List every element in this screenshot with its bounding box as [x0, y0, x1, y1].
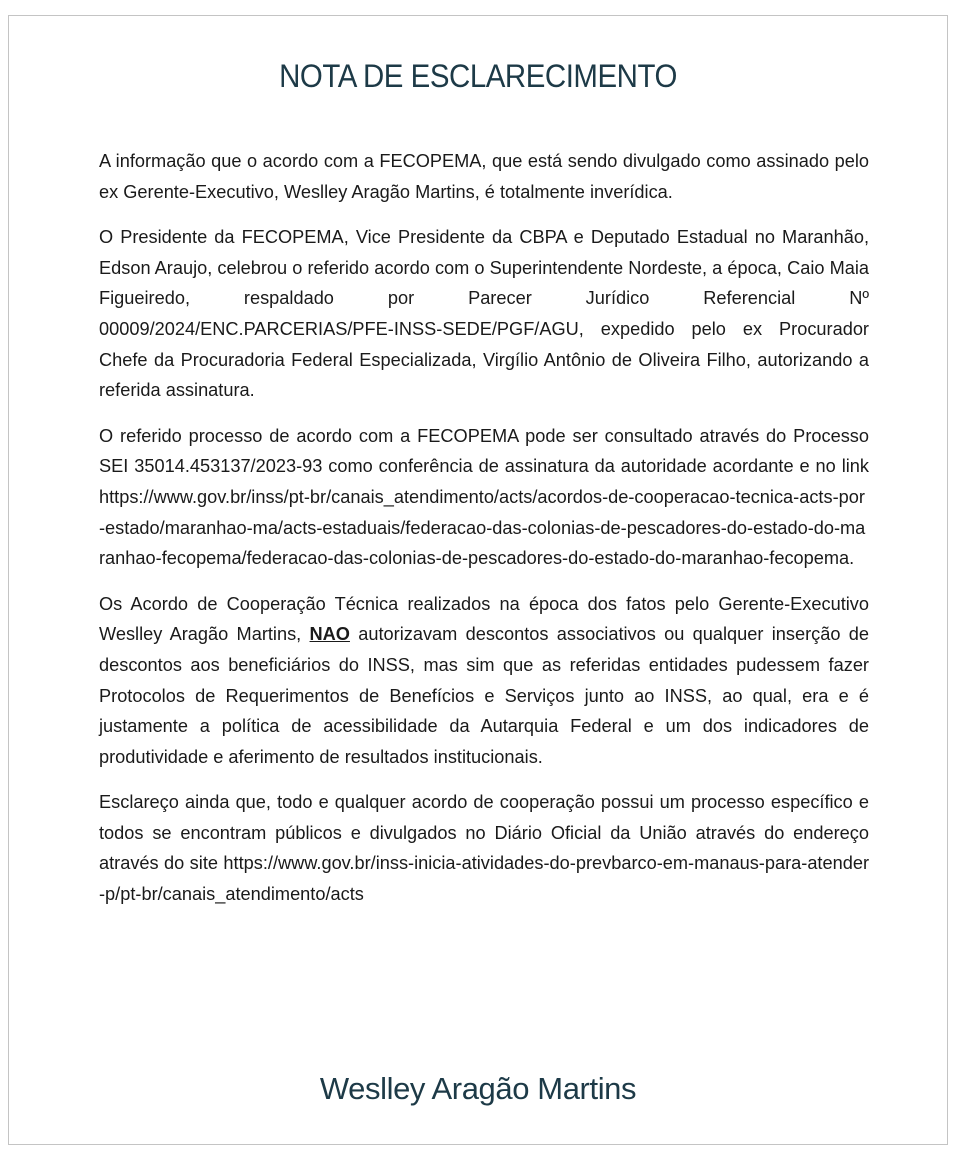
paragraph-3-end: .	[849, 548, 855, 569]
paragraph-3	[99, 421, 869, 574]
signature: Weslley Aragão Martins	[319, 1071, 637, 1106]
document-title: NOTA DE ESCLARECIMENTO	[279, 58, 677, 94]
paragraph-1-text: A informação que o acordo com a FECOPEMA, que está sendo divulgado como assinado pelo ex Gerente-Executivo, Weslley Aragão Martins, é totalmente inverídica.	[99, 151, 869, 202]
paragraph-4	[99, 589, 869, 773]
paragraph-2-text: O Presidente da FECOPEMA, Vice Presidente da CBPA e Deputado Estadual no Maranhão, Edson Araujo, celebrou o referido acordo com o Superintendente Nordeste, a época, Caio Maia Figueiredo, respaldado por Parecer Jurídico Referencial Nº 00009/2024/ENC.PARCERIAS/PFE-INSS-SEDE/PGF/AGU, expedido pelo ex Procurador Chefe da Procuradoria Federal Especializada, Virgílio Antônio de Oliveira Filho, autorizando a referida assinatura.	[99, 227, 869, 401]
paragraph-4-text-start: Os Acordo de Cooperação Técnica realizados na época dos fatos pelo Gerente-Executivo Weslley Aragão Martins,	[99, 593, 869, 645]
document-page	[8, 15, 948, 1145]
nao-emphasis: NAO	[309, 624, 350, 645]
paragraph-3-text: O referido processo de acordo com a FECOPEMA pode ser consultado através do Processo SEI 35014.453137/2023-93 como conferência de assinatura da autoridade acordante e no link	[99, 425, 869, 477]
fecopema-acordo-link[interactable]: https://www.gov.br/inss/pt-br/canais_atendimento/acts/acordos-de-cooperacao-tecnica-acts-por-estado/maranhao-ma/acts-estaduais/federacao-das-colonias-de-pescadores-do-estado-do-maranhao-fecopema/federacao-das-colonias-de-pescadores-do-estado-do-maranhao-fecopema	[99, 486, 866, 569]
paragraph-5-text: Esclareço ainda que, todo e qualquer acordo de cooperação possui um processo específico e todos se encontram públicos e divulgados no Diário Oficial da União através do endereço através do site	[99, 792, 869, 874]
paragraph-1	[99, 146, 869, 207]
paragraph-2	[99, 222, 869, 406]
paragraph-4-text-end: autorizavam descontos associativos ou qualquer inserção de descontos aos beneficiários do INSS, mas sim que as referidas entidades pudessem fazer Protocolos de Requerimentos de Benefícios e Serviços junto ao INSS, ao qual, era e é justamente a política de acessibilidade da Autarquia Federal e um dos indicadores de produtividade e aferimento de resultados institucionais.	[99, 624, 869, 767]
paragraph-5	[99, 787, 869, 909]
document-body	[99, 146, 869, 925]
prevbarco-acts-link[interactable]: https://www.gov.br/inss-inicia-atividades-do-prevbarco-em-manaus-para-atender-p/pt-br/canais_atendimento/acts	[99, 853, 869, 905]
